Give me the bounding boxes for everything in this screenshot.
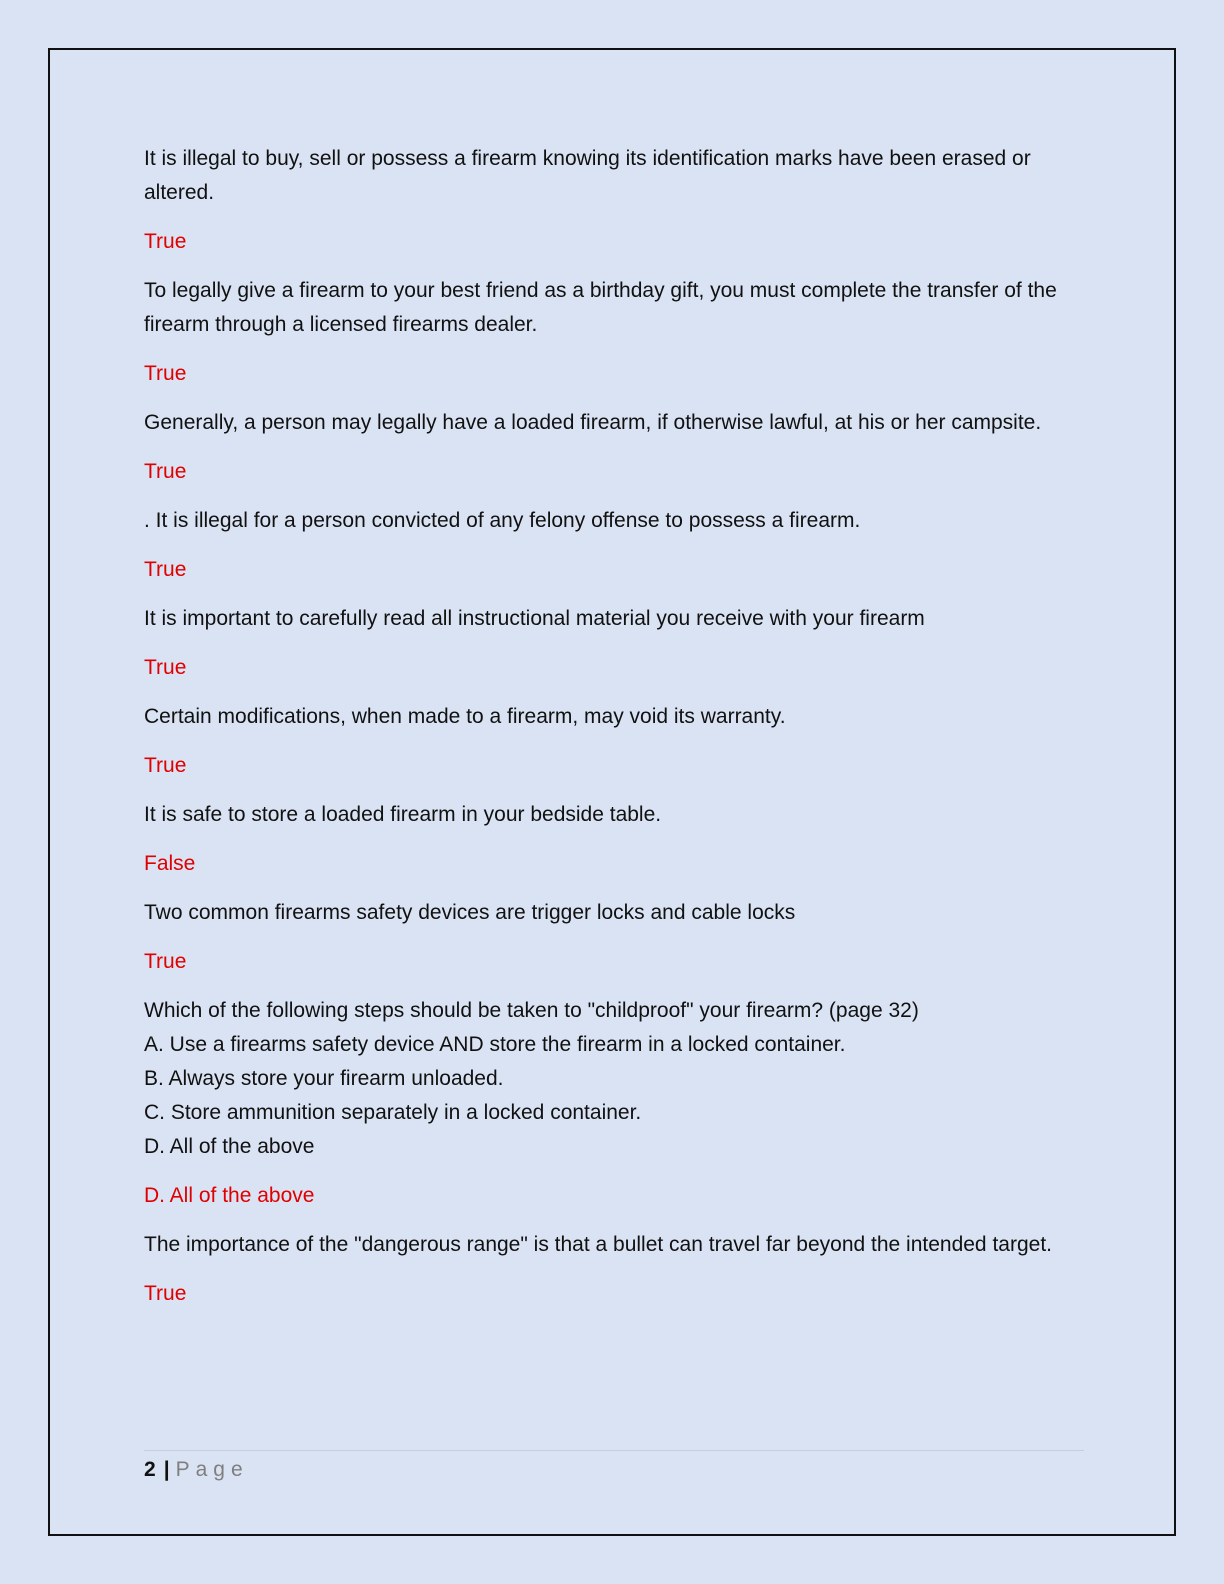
question-text: . It is illegal for a person convicted of any felony offense to possess a firearm.	[144, 509, 861, 532]
question-text: Certain modifications, when made to a firearm, may void its warranty.	[144, 705, 786, 728]
question-text: Generally, a person may legally have a loaded firearm, if otherwise lawful, at his or her campsite.	[144, 411, 1042, 434]
answer-text: True	[144, 558, 187, 581]
mc-option-d: D. All of the above	[144, 1135, 315, 1158]
document-body	[144, 142, 1084, 1326]
page-footer	[144, 1455, 249, 1485]
question-text: The importance of the "dangerous range" is that a bullet can travel far beyond the intended target.	[144, 1233, 1052, 1256]
footer-divider	[144, 1450, 1084, 1451]
mc-option-a: A. Use a firearms safety device AND store the firearm in a locked container.	[144, 1033, 846, 1056]
multiple-choice-block	[144, 994, 1084, 1164]
answer-text: True	[144, 950, 187, 973]
footer-separator: |	[163, 1458, 170, 1481]
answer-text: True	[144, 362, 187, 385]
mc-question-text: Which of the following steps should be taken to "childproof" your firearm? (page 32)	[144, 999, 919, 1022]
answer-text: True	[144, 656, 187, 679]
mc-option-c: C. Store ammunition separately in a locked container.	[144, 1101, 642, 1124]
mc-answer-text: D. All of the above	[144, 1184, 315, 1207]
page-number: 2	[144, 1458, 156, 1481]
answer-text: False	[144, 852, 196, 875]
mc-option-b: B. Always store your firearm unloaded.	[144, 1067, 504, 1090]
question-text: It is safe to store a loaded firearm in your bedside table.	[144, 803, 662, 826]
question-text: It is illegal to buy, sell or possess a firearm knowing its identification marks have been erased or altered.	[144, 147, 1031, 204]
answer-text: True	[144, 754, 187, 777]
question-text: Two common firearms safety devices are trigger locks and cable locks	[144, 901, 796, 924]
page-label: Page	[175, 1458, 249, 1481]
answer-text: True	[144, 230, 187, 253]
answer-text: True	[144, 1282, 187, 1305]
question-text: It is important to carefully read all instructional material you receive with your firearm	[144, 607, 925, 630]
answer-text: True	[144, 460, 187, 483]
question-text: To legally give a firearm to your best friend as a birthday gift, you must complete the transfer of the firearm through a licensed firearms dealer.	[144, 279, 1057, 336]
